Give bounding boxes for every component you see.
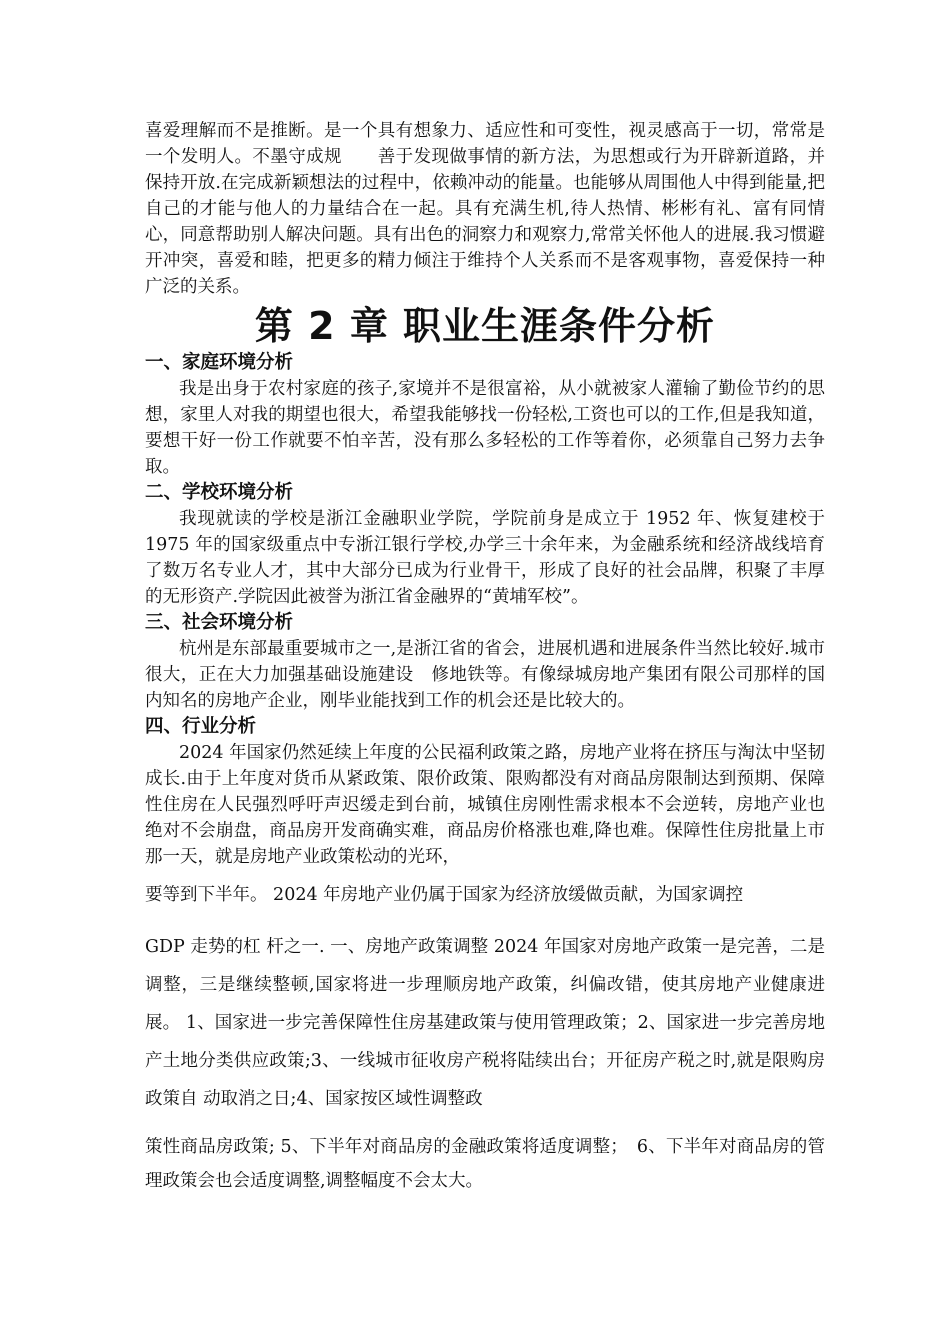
document-page — [145, 118, 825, 1198]
section-heading-society: 三、社会环境分析 — [145, 612, 294, 633]
section-heading-industry: 四、行业分析 — [145, 716, 257, 737]
chapter-title: 第 2 章 职业生涯条件分析 — [254, 304, 716, 348]
section-heading-school: 二、学校环境分析 — [145, 482, 294, 503]
continuation-paragraph-3: 策性商品房政策; 5、下半年对商品房的金融政策将适度调整； 6、下半年对商品房的管理政策会也会适度调整,调整幅度不会太大。 — [145, 1137, 825, 1191]
section-body-family: 我是出身于农村家庭的孩子,家境并不是很富裕，从小就被家人灌输了勤俭节约的思想，家里人对我的期望也很大，希望我能够找一份轻松,工资也可以的工作,但是我知道，要想干好一份工作就要不怕辛苦，没有那么多轻松的工作等着你，必须靠自己努力去争取。 — [145, 379, 825, 477]
intro-paragraph: 喜爱理解而不是推断。是一个具有想象力、适应性和可变性，视灵感高于一切，常常是一个发明人。不墨守成规 善于发现做事情的新方法，为思想或行为开辟新道路，并保持开放.在完成新颖想法的过程中，依赖冲动的能量。也能够从周围他人中得到能量,把自己的才能与他人的力量结合在一起。具有充满生机,待人热情、彬彬有礼、富有同情心，同意帮助别人解决问题。具有出色的洞察力和观察力,常常关怀他人的进展.我习惯避开冲突，喜爱和睦，把更多的精力倾注于维持个人关系而不是客观事物，喜爱保持一种广泛的关系。 — [145, 121, 825, 297]
section-body-industry: 2024 年国家仍然延续上年度的公民福利政策之路，房地产业将在挤压与淘汰中坚韧成长.由于上年度对货币从紧政策、限价政策、限购都没有对商品房限制达到预期、保障性住房在人民强烈呼吁声迟缓走到台前，城镇住房刚性需求根本不会逆转，房地产业也绝对不会崩盘，商品房开发商确实难，商品房价格涨也难,降也难。保障性住房批量上市那一天，就是房地产业政策松动的光环， — [145, 743, 825, 867]
section-heading-family: 一、家庭环境分析 — [145, 352, 294, 373]
section-body-society: 杭州是东部最重要城市之一,是浙江省的省会，进展机遇和进展条件当然比较好.城市很大，正在大力加强基础设施建设 修地铁等。有像绿城房地产集团有限公司那样的国内知名的房地产企业，刚毕业能找到工作的机会还是比较大的。 — [145, 639, 825, 711]
continuation-paragraph-1: 要等到下半年。 2024 年房地产业仍属于国家为经济放缓做贡献，为国家调控 — [145, 885, 744, 905]
continuation-paragraph-2: GDP 走势的杠 杆之一. 一、房地产政策调整 2024 年国家对房地产政策一是完善，二是调整，三是继续整顿,国家将进一步理顺房地产政策，纠偏改错，使其房地产业健康进展。 1、国家进一步完善保障性住房基建政策与使用管理政策；2、国家进一步完善房地产土地分类供应政策;3、一线城市征收房产税将陆续出台；开征房产税之时,就是限购房政策自 动取消之日;4、国家按区域性调整政 — [145, 937, 825, 1109]
section-body-school: 我现就读的学校是浙江金融职业学院，学院前身是成立于 1952 年、恢复建校于 1975 年的国家级重点中专浙江银行学校,办学三十余年来，为金融系统和经济战线培育了数万名专业人才，其中大部分已成为行业骨干，形成了良好的社会品牌，积聚了丰厚的无形资产.学院因此被誉为浙江省金融界的“黄埔军校”。 — [145, 509, 825, 607]
